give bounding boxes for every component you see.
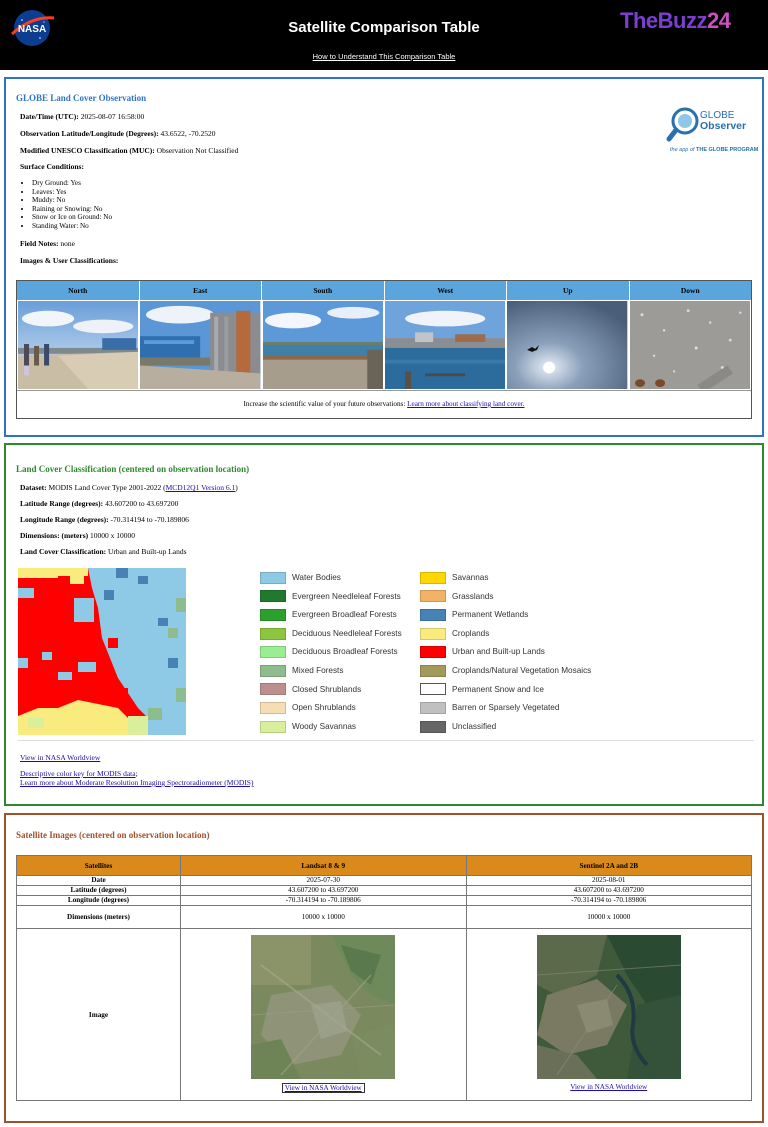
images-line: [20, 256, 118, 265]
legend-label: Permanent Snow and Ice: [452, 684, 544, 694]
legend-swatch: [420, 721, 446, 733]
row-label-latitude: Latitude (degrees): [17, 886, 181, 896]
surface-conditions-list: [32, 179, 112, 231]
watermark: [620, 8, 730, 34]
direction-east: East: [140, 281, 263, 300]
legend-label: Croplands/Natural Vegetation Mosaics: [452, 666, 592, 675]
legend-label: Permanent Wetlands: [452, 610, 529, 620]
legend-item: [420, 571, 488, 585]
legend-label: Open Shrublands: [292, 703, 356, 713]
legend-item: [260, 664, 343, 678]
legend-swatch: [260, 665, 286, 677]
globe-logo-text: [700, 111, 746, 132]
table-header-row: [17, 856, 752, 876]
landsat-dimensions: 10000 x 10000: [181, 906, 467, 929]
list-item: • Dry Ground: Yes: [32, 179, 112, 188]
legend-label: Barren or Sparsely Vegetated: [452, 703, 560, 713]
classify-land-cover-link[interactable]: Learn more about classifying land cover.: [407, 400, 525, 408]
legend-swatch: [420, 590, 446, 602]
dimensions-label: Dimensions: (meters): [20, 531, 89, 540]
direction-down: Down: [630, 281, 752, 300]
legend-item: [420, 664, 591, 678]
legend-label: Woody Savannas: [292, 721, 357, 731]
muc-label: Modified UNESCO Classification (MUC):: [20, 146, 155, 155]
landsat-image-cell: [181, 929, 467, 1101]
legend-swatch: [420, 609, 446, 621]
globe-logo-sub-a: the app of: [670, 147, 695, 153]
colorkey-line: [20, 769, 138, 778]
legend-label: Deciduous Broadleaf Forests: [292, 647, 398, 657]
dataset-label: Dataset:: [20, 483, 47, 492]
legend-swatch: [260, 646, 286, 658]
legend-label: Croplands: [452, 628, 490, 638]
sentinel-image[interactable]: [537, 935, 681, 1079]
legend-swatch: [260, 609, 286, 621]
globe-logo-sub-b: THE GLOBE PROGRAM: [696, 147, 759, 153]
direction-header-row: [17, 281, 751, 300]
lon-range-line: [20, 515, 189, 524]
row-label-date: Date: [17, 876, 181, 886]
legend-label: Urban and Built-up Lands: [452, 647, 545, 657]
globe-observer-logo[interactable]: [666, 107, 758, 157]
col-header-satellites: Satellites: [17, 856, 181, 876]
images-caption: [17, 390, 751, 418]
legend-item: [260, 608, 397, 622]
landsat-longitude: -70.314194 to -70.189806: [181, 896, 467, 906]
surface-line: [20, 162, 84, 171]
sentinel-dimensions: 10000 x 10000: [466, 906, 752, 929]
nasa-logo-text: NASA: [17, 24, 47, 35]
photo-east[interactable]: [140, 301, 260, 389]
surface-label: Surface Conditions:: [20, 162, 84, 171]
dataset-close: ): [235, 483, 238, 492]
classification-line: [20, 547, 187, 556]
lat-range-label: Latitude Range (degrees):: [20, 499, 104, 508]
col-header-landsat: Landsat 8 & 9: [181, 856, 467, 876]
legend-item: [420, 683, 544, 697]
legend-item: [260, 571, 341, 585]
satellite-table: [16, 855, 752, 1101]
sentinel-longitude: -70.314194 to -70.189806: [466, 896, 752, 906]
legend-swatch: [260, 590, 286, 602]
modis-link[interactable]: Learn more about Moderate Resolution Imaging Spectroradiometer (MODIS): [20, 778, 254, 787]
sentinel-latitude: 43.607200 to 43.697200: [466, 886, 752, 896]
datetime-value: 2025-08-07 16:58:00: [80, 112, 145, 121]
notes-line: [20, 239, 75, 248]
worldview-line: [20, 753, 100, 762]
globe-logo-subtitle: [670, 147, 758, 153]
divider: [18, 740, 754, 741]
list-item: • Muddy: No: [32, 196, 112, 205]
legend-item: [420, 701, 559, 715]
legend-item: [420, 608, 528, 622]
list-item: • Leaves: Yes: [32, 188, 112, 197]
caption-text: Increase the scientific value of your future observations:: [243, 400, 406, 408]
legend-item: [420, 627, 489, 641]
sentinel-date: 2025-08-01: [466, 876, 752, 886]
legend-swatch: [260, 683, 286, 695]
landsat-worldview-link[interactable]: View in NASA Worldview: [282, 1083, 365, 1093]
landsat-latitude: 43.607200 to 43.697200: [181, 886, 467, 896]
legend-item: [260, 720, 356, 734]
direction-north: North: [17, 281, 140, 300]
legend-item: [260, 590, 401, 604]
photo-row: [17, 300, 751, 390]
globe-logo-line1: GLOBE: [700, 110, 735, 121]
globe-logo-line2: Observer: [700, 120, 747, 132]
direction-west: West: [385, 281, 508, 300]
lat-range-value: 43.607200 to 43.697200: [105, 499, 179, 508]
legend-swatch: [420, 628, 446, 640]
colorkey-suffix: ;: [135, 769, 138, 778]
land-cover-title: Land Cover Classification (centered on observation location): [16, 464, 250, 474]
table-row: [17, 929, 752, 1101]
landsat-date: 2025-07-30: [181, 876, 467, 886]
lat-range-line: [20, 499, 178, 508]
legend-item: [420, 590, 493, 604]
satellite-images-section: [4, 813, 764, 1123]
watermark-number: 24: [706, 8, 731, 33]
classification-label: Land Cover Classification:: [20, 547, 107, 556]
observation-images-table: [16, 280, 752, 419]
list-item: • Snow or Ice on Ground: No: [32, 213, 112, 222]
muc-value: Observation Not Classified: [156, 146, 239, 155]
table-row: [17, 896, 752, 906]
dimensions-line: [20, 531, 135, 540]
worldview-link[interactable]: View in NASA Worldview: [20, 753, 101, 762]
legend-item: [260, 627, 402, 641]
legend-swatch: [260, 702, 286, 714]
direction-up: Up: [507, 281, 630, 300]
latlon-label: Observation Latitude/Longitude (Degrees):: [20, 129, 159, 138]
legend-swatch: [420, 665, 446, 677]
latlon-line: [20, 129, 215, 138]
globe-observation-section: [4, 77, 764, 437]
legend-item: [260, 701, 356, 715]
watermark-text: TheBuzz: [620, 8, 707, 33]
lon-range-label: Longitude Range (degrees):: [20, 515, 109, 524]
photo-up[interactable]: [507, 301, 627, 389]
legend-item: [420, 720, 496, 734]
images-label: Images & User Classifications:: [20, 256, 119, 265]
legend-swatch: [260, 628, 286, 640]
legend-swatch: [260, 721, 286, 733]
sentinel-image-cell: [466, 929, 752, 1101]
list-item: • Raining or Snowing: No: [32, 205, 112, 214]
photo-south[interactable]: [263, 301, 383, 389]
sentinel-worldview-link[interactable]: View in NASA Worldview: [570, 1083, 648, 1091]
land-cover-section: [4, 443, 764, 806]
legend-label: Deciduous Needleleaf Forests: [292, 628, 402, 638]
dataset-link[interactable]: MCD12Q1 Version 6.1: [165, 483, 236, 492]
table-row: [17, 876, 752, 886]
table-row: [17, 886, 752, 896]
muc-line: [20, 146, 238, 155]
dataset-line: [20, 483, 238, 492]
page-title: Satellite Comparison Table: [288, 19, 480, 36]
modis-line: [20, 778, 253, 787]
notes-value: none: [60, 239, 76, 248]
legend-label: Mixed Forests: [292, 666, 344, 675]
legend-label: Water Bodies: [292, 573, 341, 582]
legend-label: Closed Shrublands: [292, 684, 362, 694]
table-row: [17, 906, 752, 929]
legend-item: [260, 645, 398, 659]
legend-item: [420, 645, 545, 659]
legend-swatch: [420, 683, 446, 695]
latlon-value: 43.6522, -70.2520: [160, 129, 216, 138]
legend-label: Unclassified: [452, 721, 497, 731]
row-label-longitude: Longitude (degrees): [17, 896, 181, 906]
datetime-label: Date/Time (UTC):: [20, 112, 79, 121]
observation-title: GLOBE Land Cover Observation: [16, 93, 147, 103]
satellite-title: Satellite Images (centered on observation location): [16, 830, 210, 840]
legend-swatch: [420, 646, 446, 658]
page-header: [0, 0, 768, 70]
dimensions-value: 10000 x 10000: [89, 531, 135, 540]
legend-item: [260, 683, 361, 697]
legend-label: Evergreen Broadleaf Forests: [292, 610, 397, 620]
legend-swatch: [420, 572, 446, 584]
color-key-link[interactable]: Descriptive color key for MODIS data: [20, 769, 136, 778]
direction-south: South: [262, 281, 385, 300]
magnifier-icon: [666, 107, 700, 143]
land-cover-map[interactable]: [18, 568, 186, 735]
notes-label: Field Notes:: [20, 239, 59, 248]
photo-west[interactable]: [385, 301, 505, 389]
photo-north[interactable]: [18, 301, 138, 389]
col-header-sentinel: Sentinel 2A and 2B: [466, 856, 752, 876]
legend-swatch: [420, 702, 446, 714]
legend-label: Grasslands: [452, 591, 494, 601]
datetime-line: [20, 112, 144, 121]
dataset-value: MODIS Land Cover Type 2001-2022 (: [48, 483, 166, 492]
row-label-dimensions: Dimensions (meters): [17, 906, 181, 929]
landsat-image[interactable]: [251, 935, 395, 1079]
lon-range-value: -70.314194 to -70.189806: [110, 515, 189, 524]
legend-swatch: [260, 572, 286, 584]
help-link[interactable]: How to Understand This Comparison Table: [312, 52, 456, 61]
list-item: • Standing Water: No: [32, 222, 112, 231]
legend-label: Evergreen Needleleaf Forests: [292, 591, 401, 601]
legend-label: Savannas: [452, 573, 489, 582]
classification-value: Urban and Built-up Lands: [108, 547, 187, 556]
photo-down[interactable]: [630, 301, 750, 389]
row-label-image: Image: [17, 929, 181, 1101]
